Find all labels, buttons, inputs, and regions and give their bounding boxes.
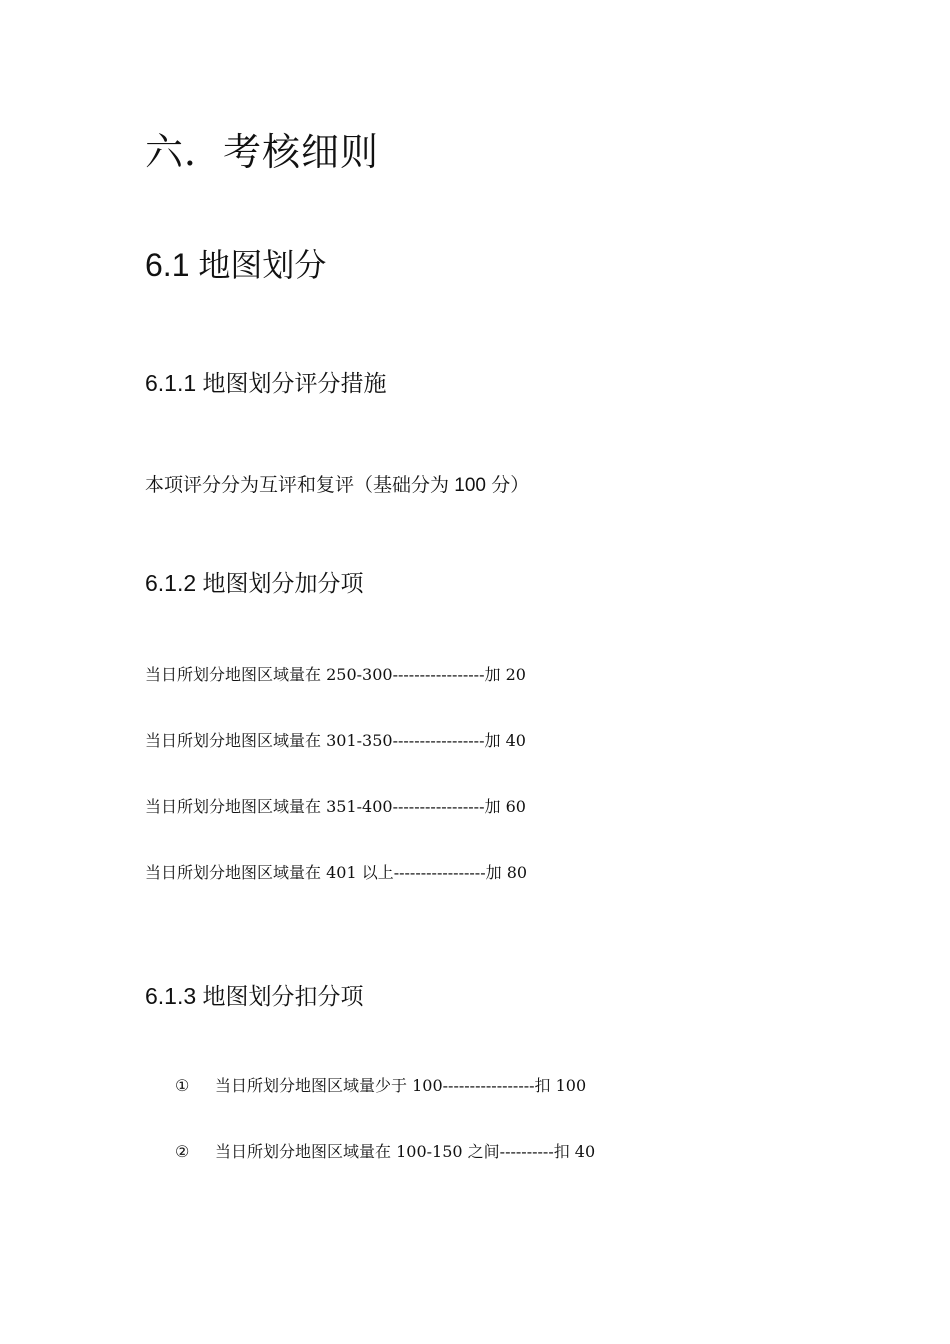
deduction-item — [175, 1074, 586, 1098]
subsection-heading-6-1-3: 6.1.3 地图划分扣分项 — [145, 983, 364, 1009]
bonus-item: 当日所划分地图区域量在 351-400-----------------加 60 — [145, 797, 526, 816]
deduction-item — [175, 1140, 595, 1164]
list-marker: ① — [175, 1076, 190, 1095]
list-marker: ② — [175, 1142, 190, 1161]
scoring-description: 本项评分分为互评和复评（基础分为 100 分） — [145, 475, 530, 496]
bonus-item: 当日所划分地图区域量在 250-300-----------------加 20 — [145, 665, 526, 684]
bonus-item: 当日所划分地图区域量在 401 以上-----------------加 80 — [145, 863, 528, 882]
bonus-item: 当日所划分地图区域量在 301-350-----------------加 40 — [145, 731, 526, 750]
subsection-heading-6-1-1: 6.1.1 地图划分评分措施 — [145, 370, 387, 396]
deduction-item-text: 当日所划分地图区域量少于 100-----------------扣 100 — [215, 1076, 587, 1095]
section-heading-6-1: 6.1 地图划分 — [145, 247, 327, 283]
subsection-heading-6-1-2: 6.1.2 地图划分加分项 — [145, 570, 364, 596]
deduction-item-text: 当日所划分地图区域量在 100-150 之间----------扣 40 — [215, 1142, 596, 1161]
chapter-heading: 六．考核细则 — [145, 130, 380, 174]
